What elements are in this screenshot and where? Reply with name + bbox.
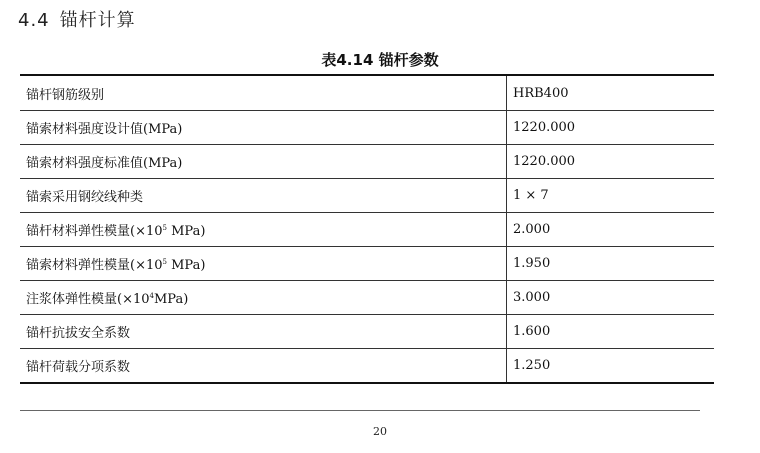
section-heading — [18, 6, 136, 32]
table-row — [20, 281, 714, 315]
param-value: 3.000 — [507, 281, 715, 315]
table-row — [20, 179, 714, 213]
label-unit: MPa) — [166, 258, 206, 273]
param-value: 1.600 — [507, 315, 715, 349]
exponent: 4 — [149, 292, 154, 300]
footer-divider — [20, 410, 700, 411]
param-label — [20, 247, 507, 281]
table-caption: 表4.14 锚杆参数 — [321, 51, 439, 69]
table-row — [20, 315, 714, 349]
section-title-text: 锚杆计算 — [59, 10, 136, 31]
table-row — [20, 75, 714, 111]
anchor-parameters-table — [20, 74, 714, 384]
table-row — [20, 349, 714, 384]
table-row — [20, 111, 714, 145]
param-label: 锚杆抗拔安全系数 — [20, 315, 507, 349]
label-text: 锚杆材料弹性模量(×10 — [26, 224, 163, 239]
param-value: 2.000 — [507, 213, 715, 247]
param-value: 1220.000 — [507, 145, 715, 179]
param-label: 锚杆钢筋级别 — [26, 87, 105, 103]
page-number: 20 — [373, 425, 387, 438]
param-value: 1 × 7 — [507, 179, 715, 213]
param-value: HRB400 — [507, 75, 715, 111]
param-label — [20, 281, 507, 315]
label-text: 注浆体弹性模量(×10 — [26, 292, 150, 307]
param-label: 锚索采用钢绞线种类 — [20, 179, 507, 213]
param-value: 1220.000 — [507, 111, 715, 145]
label-text: 锚索材料弹性模量(×10 — [26, 258, 163, 273]
param-label: 锚索材料强度标准值(MPa) — [20, 145, 507, 179]
param-label: 锚索材料强度设计值(MPa) — [20, 111, 507, 145]
section-number: 4.4 — [18, 10, 50, 31]
label-unit: MPa) — [153, 292, 189, 307]
param-value: 1.950 — [507, 247, 715, 281]
param-value: 1.250 — [507, 349, 715, 384]
label-unit: MPa) — [166, 224, 206, 239]
param-label — [20, 213, 507, 247]
table-row — [20, 145, 714, 179]
table-row — [20, 213, 714, 247]
param-label: 锚杆荷载分项系数 — [20, 349, 507, 384]
exponent: 5 — [162, 258, 167, 266]
table-row — [20, 247, 714, 281]
exponent: 5 — [162, 224, 167, 232]
